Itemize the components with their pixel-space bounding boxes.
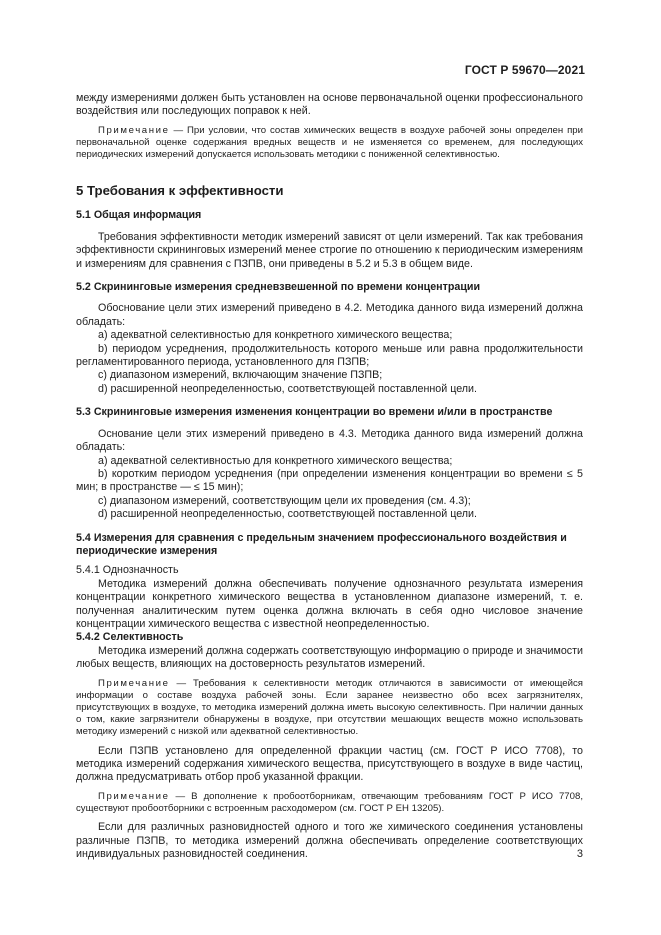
section-5-4-title: 5.4 Измерения для сравнения с предельным значением профессионального воздействия и периодические измерения — [76, 531, 567, 557]
section-5-4-2-paragraph: Методика измерений должна содержать соответствующую информацию о природе и значимости любых веществ, влияющих на достоверность результатов измерений. — [76, 644, 583, 671]
intro-note — [76, 125, 583, 162]
list-item: b) коротким периодом усреднения (при определении изменения концентрации во времени ≤ 5 мин; в пространстве — ≤ 15 мин); — [76, 467, 583, 494]
list-item: a) адекватной селективностью для конкретного химического вещества; — [98, 454, 453, 467]
section-5-2-title: 5.2 Скрининговые измерения средневзвешенной по времени концентрации — [76, 281, 481, 294]
section-5-1-paragraph: Требования эффективности методик измерений зависят от цели измерений. Так как требования эффективности скрининговых измерений менее строгие по отношению к периодическим измерениям и измерениям для сравнения с ПЗПВ, они приведены в 5.2 и 5.3 в общем виде. — [76, 230, 583, 270]
note-text: — В дополнение к пробоотборникам, отвечающим требованиям ГОСТ Р ИСО 7708, существуют пробоотборники с встроенным расходомером (см. ГОСТ Р ЕН 13205). — [76, 790, 583, 815]
list-item: c) диапазоном измерений, включающим значение ПЗПВ; — [98, 369, 383, 382]
compound-variants-paragraph: Если для различных разновидностей одного и того же химического соединения установлены различные ПЗПВ, то методика измерений должна обеспечивать определение соответствующих индивидуальных разновидностей соединения. — [76, 821, 583, 861]
list-item: a) адекватной селективностью для конкретного химического вещества; — [98, 329, 453, 342]
section-5-title: 5 Требования к эффективности — [76, 183, 284, 199]
list-item: b) периодом усреднения, продолжительность которого меньше или равна продолжительности регламентированного периода, установленного для ПЗПВ; — [76, 342, 583, 369]
note-text: — При условии, что состав химических веществ в воздухе рабочей зоны определен при первоначальной оценке содержания вредных веществ и не изменяется со временем, для последующих периодических измерений допускается использовать методики с пониженной селективностью. — [76, 124, 583, 161]
selectivity-note — [76, 678, 583, 739]
list-item: d) расширенной неопределенностью, соответствующей поставленной цели. — [98, 508, 477, 521]
section-5-2-paragraph: Обоснование цели этих измерений приведено в 4.2. Методика данного вида измерений должна обладать: — [76, 302, 583, 328]
note-text: — Требования к селективности методик отличаются в зависимости от имеющейся информации о составе воздуха рабочей зоны. Если заранее неизвестно обо всех загрязнителях, присутствующих в воздухе, то методика измерений должна иметь высокую селективность. При наличии данных о том, какие загрязнители обнаружены в воздухе, при отсутствии мешающих веществ можно использовать методику измерений с низкой или адекватной селективностью. — [76, 677, 583, 738]
section-5-4-2-title: 5.4.2 Селективность — [76, 631, 184, 644]
particle-fraction-paragraph: Если ПЗПВ установлено для определенной фракции частиц (см. ГОСТ Р ИСО 7708), то методика измерений содержания химического вещества, присутствующего в воздухе в виде частиц, должна предусматривать отбор проб указанной фракции. — [76, 744, 583, 784]
sampler-note — [76, 791, 583, 815]
list-item: c) диапазоном измерений, соответствующим цели их проведения (см. 4.3); — [98, 494, 471, 507]
page-content — [76, 92, 583, 861]
page-number: 3 — [576, 848, 583, 860]
note-label: Примечание — [98, 124, 170, 136]
section-5-4-1-paragraph: Методика измерений должна обеспечивать получение однозначного результата измерения концентрации конкретного химического вещества в установленном диапазоне измерений, т. е. полученная аналитическим путем оценка должна включать в себя одно числовое значение концентрации химического вещества с известной неопределенностью. — [76, 577, 583, 630]
section-5-3-title: 5.3 Скрининговые измерения изменения концентрации во времени и/или в пространстве — [76, 406, 553, 419]
note-label: Примечание — [98, 677, 170, 689]
list-item: d) расширенной неопределенностью, соответствующей поставленной цели. — [98, 382, 477, 395]
section-5-1-title: 5.1 Общая информация — [76, 209, 202, 222]
section-5-3-paragraph: Основание цели этих измерений приведено в 4.3. Методика данного вида измерений должна обладать: — [76, 427, 583, 454]
document-code-header: ГОСТ Р 59670—2021 — [464, 63, 585, 77]
section-5-4-1-title: 5.4.1 Однозначность — [76, 564, 179, 577]
note-label: Примечание — [98, 790, 170, 802]
intro-paragraph: между измерениями должен быть установлен на основе первоначальной оценки профессионального воздействия или последующих поправок к ней. — [76, 92, 583, 118]
